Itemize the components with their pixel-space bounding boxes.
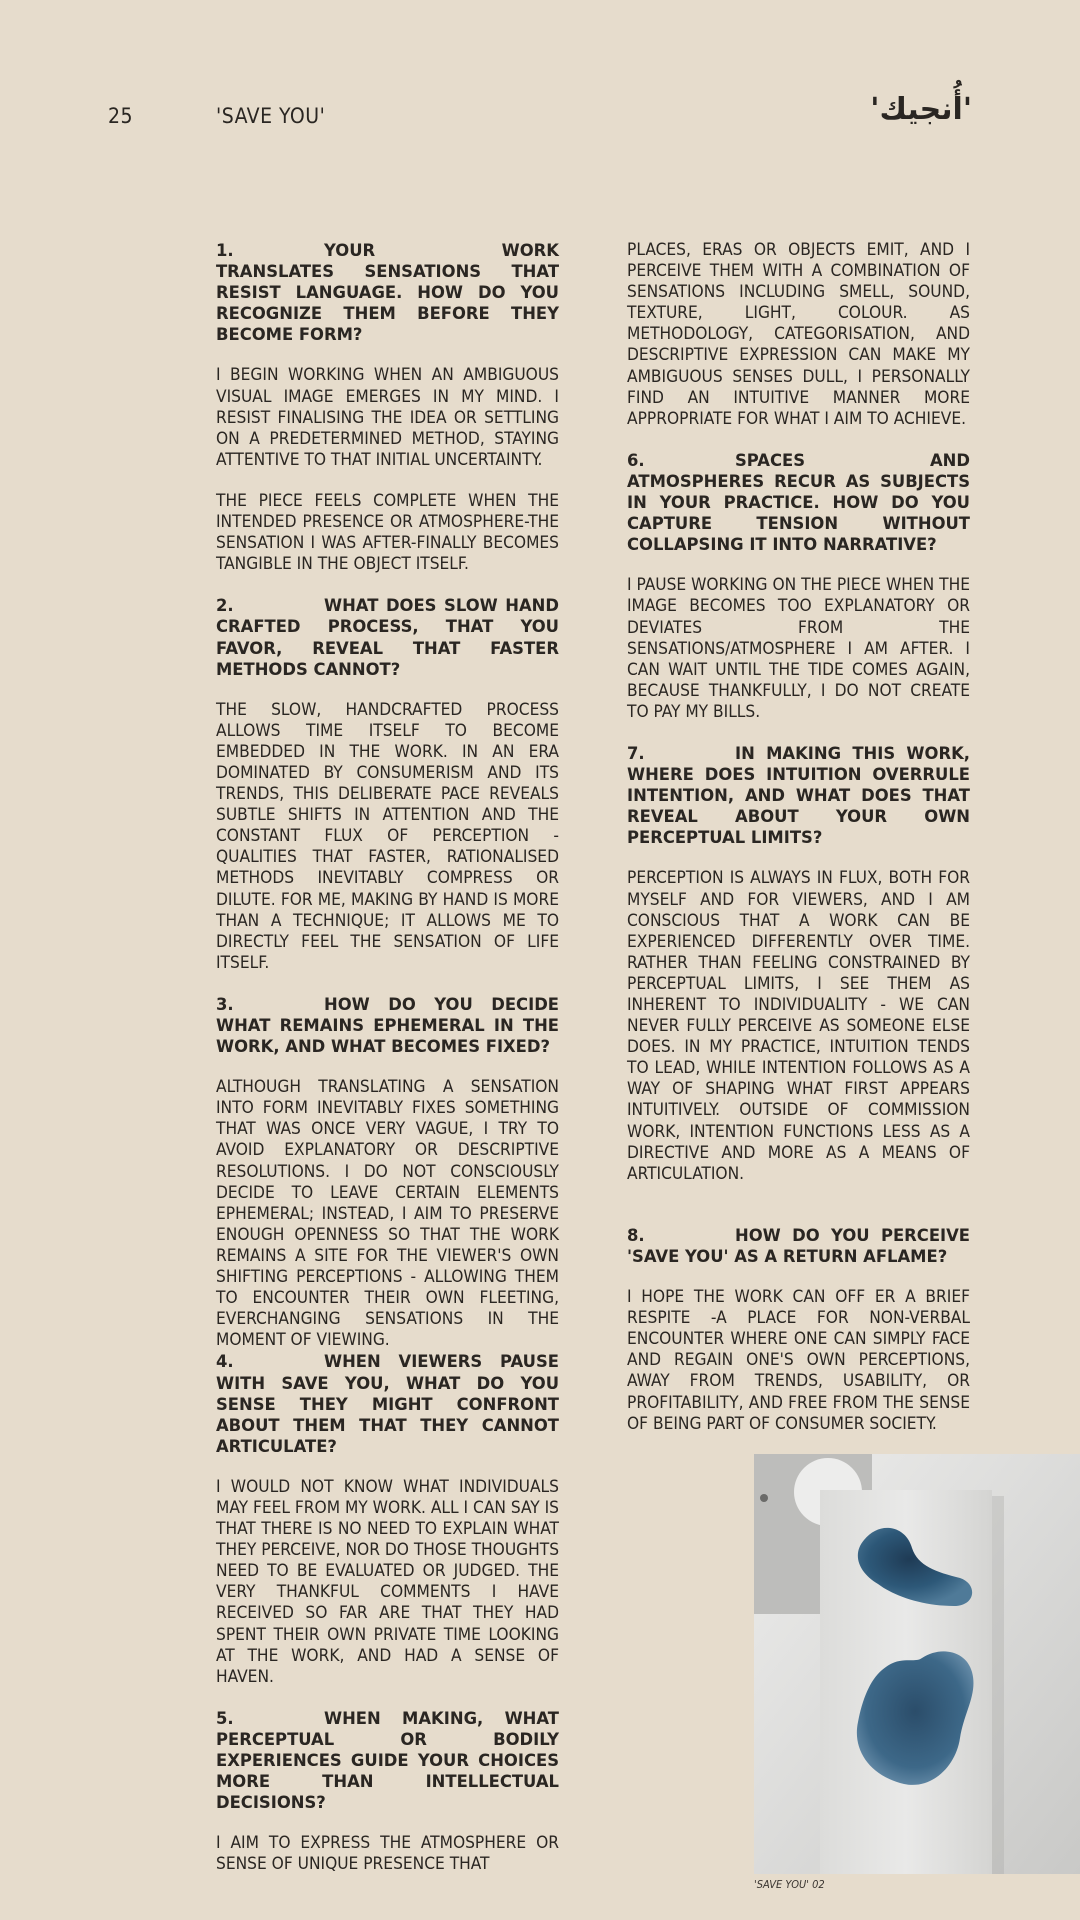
answer-5-continuation: PLACES, ERAS OR OBJECTS EMIT, AND I PERCEIVE THEM WITH A COMBINATION OF SENSATIONS INCLUDING SMELL, SOUND, TEXTURE, LIGHT, COLOUR. AS METHODOLOGY, CATEGORISATION, AND DESCRIPTIVE EXPRESSION CAN MAKE MY AMBIGUOUS SENSES DULL, I PERSONALLY FIND AN INTUITIVE MANNER MORE APPROPRIATE FOR WHAT I AIM TO ACHIEVE. <box>627 240 970 429</box>
question-8: 8. HOW DO YOU PERCEIVE 'SAVE YOU' AS A RETURN AFLAME? <box>627 1225 970 1266</box>
question-6: 6. SPACES AND ATMOSPHERES RECUR AS SUBJECTS IN YOUR PRACTICE. HOW DO YOU CAPTURE TENSION WITHOUT COLLAPSING IT INTO NARRATIVE? <box>627 450 970 555</box>
answer-6: I PAUSE WORKING ON THE PIECE WHEN THE IMAGE BECOMES TOO EXPLANATORY OR DEVIATES FROM THE SENSATIONS/ATMOSPHERE I AM AFTER. I CAN WAIT UNTIL THE TIDE COMES AGAIN, BECAUSE THANKFULLY, I DO NOT CREATE TO PAY MY BILLS. <box>627 575 970 722</box>
artwork-photo <box>754 1454 1080 1874</box>
running-title: 'SAVE YOU' <box>216 104 326 128</box>
arabic-title: 'أُنجيك' <box>870 92 972 127</box>
question-2: 2. WHAT DOES SLOW HAND CRAFTED PROCESS, THAT YOU FAVOR, REVEAL THAT FASTER METHODS CANNOT? <box>216 596 559 679</box>
question-1: 1. YOUR WORK TRANSLATES SENSATIONS THAT RESIST LANGUAGE. HOW DO YOU RECOGNIZE THEM BEFORE THEY BECOME FORM? <box>216 241 559 345</box>
left-column <box>216 240 559 1875</box>
question-4: 4. WHEN VIEWERS PAUSE WITH SAVE YOU, WHAT DO YOU SENSE THEY MIGHT CONFRONT ABOUT THEM THAT THEY CANNOT ARTICULATE? <box>216 1352 559 1456</box>
answer-8: I HOPE THE WORK CAN OFF ER A BRIEF RESPITE -A PLACE FOR NON-VERBAL ENCOUNTER WHERE ONE CAN SIMPLY FACE AND REGAIN ONE'S OWN PERCEPTIONS, AWAY FROM TRENDS, USABILITY, OR PROFITABILITY, AND FREE FROM THE SENSE OF BEING PART OF CONSUMER SOCIETY. <box>627 1287 970 1434</box>
question-5: 5. WHEN MAKING, WHAT PERCEPTUAL OR BODILY EXPERIENCES GUIDE YOUR CHOICES MORE THAN INTELLECTUAL DECISIONS? <box>216 1708 559 1813</box>
artwork-illustration <box>754 1454 1080 1874</box>
right-column <box>627 240 970 1435</box>
question-7: 7. IN MAKING THIS WORK, WHERE DOES INTUITION OVERRULE INTENTION, AND WHAT DOES THAT REVEAL ABOUT YOUR OWN PERCEPTUAL LIMITS? <box>627 743 970 848</box>
question-3: 3. HOW DO YOU DECIDE WHAT REMAINS EPHEMERAL IN THE WORK, AND WHAT BECOMES FIXED? <box>216 994 559 1057</box>
answer-3: ALTHOUGH TRANSLATING A SENSATION INTO FORM INEVITABLY FIXES SOMETHING THAT WAS ONCE VERY VAGUE, I TRY TO AVOID EXPLANATORY OR DESCRIPTIVE RESOLUTIONS. I DO NOT CONSCIOUSLY DECIDE TO LEAVE CERTAIN ELEMENTS EPHEMERAL; INSTEAD, I AIM TO PRESERVE ENOUGH OPENNESS SO THAT THE WORK REMAINS A SITE FOR THE VIEWER'S OWN SHIFTING PERCEPTIONS - ALLOWING THEM TO ENCOUNTER THEIR OWN FLEETING, EVERCHANGING SENSATIONS IN THE MOMENT OF VIEWING. <box>216 1077 559 1351</box>
answer-5-start: I AIM TO EXPRESS THE ATMOSPHERE OR SENSE OF UNIQUE PRESENCE THAT <box>216 1833 559 1875</box>
answer-2: THE SLOW, HANDCRAFTED PROCESS ALLOWS TIME ITSELF TO BECOME EMBEDDED IN THE WORK. IN AN ERA DOMINATED BY CONSUMERISM AND ITS TRENDS, THIS DELIBERATE PACE REVEALS SUBTLE SHIFTS IN ATTENTION AND THE CONSTANT FLUX OF PERCEPTION - QUALITIES THAT FASTER, RATIONALISED METHODS INEVITABLY COMPRESS OR DILUTE. FOR ME, MAKING BY HAND IS MORE THAN A TECHNIQUE; IT ALLOWS ME TO DIRECTLY FEEL THE SENSATION OF LIFE ITSELF. <box>216 699 559 973</box>
answer-1b: THE PIECE FEELS COMPLETE WHEN THE INTENDED PRESENCE OR ATMOSPHERE-THE SENSATION I WAS AFTER-FINALLY BECOMES TANGIBLE IN THE OBJECT ITSELF. <box>216 490 559 575</box>
page-number: 25 <box>108 104 134 128</box>
plate-screw <box>760 1494 768 1502</box>
answer-7: PERCEPTION IS ALWAYS IN FLUX, BOTH FOR MYSELF AND FOR VIEWERS, AND I AM CONSCIOUS THAT A WORK CAN BE EXPERIENCED DIFFERENTLY OVER TIME. RATHER THAN FEELING CONSTRAINED BY PERCEPTUAL LIMITS, I SEE THEM AS INHERENT TO INDIVIDUALITY - WE CAN NEVER FULLY PERCEIVE AS SOMEONE ELSE DOES. IN MY PRACTICE, INTUITION TENDS TO LEAD, WHILE INTENTION FOLLOWS AS A WAY OF SHAPING WHAT FIRST APPEARS INTUITIVELY. OUTSIDE OF COMMISSION WORK, INTENTION FUNCTIONS LESS AS A DIRECTIVE AND MORE AS A MEANS OF ARTICULATION. <box>627 868 970 1184</box>
answer-4: I WOULD NOT KNOW WHAT INDIVIDUALS MAY FEEL FROM MY WORK. ALL I CAN SAY IS THAT THERE IS NO NEED TO EXPLAIN WHAT THEY PERCEIVE, NOR DO THOSE THOUGHTS NEED TO BE EVALUATED OR JUDGED. THE VERY THANKFUL COMMENTS I HAVE RECEIVED SO FAR ARE THAT THEY HAD SPENT THEIR OWN PRIVATE TIME LOOKING AT THE WORK, AND HAD A SENSE OF HAVEN. <box>216 1476 560 1687</box>
figure-caption: 'SAVE YOU' 02 <box>754 1878 825 1891</box>
answer-1a: I BEGIN WORKING WHEN AN AMBIGUOUS VISUAL IMAGE EMERGES IN MY MIND. I RESIST FINALISING THE IDEA OR SETTLING ON A PREDETERMINED METHOD, STAYING ATTENTIVE TO THAT INITIAL UNCERTAINTY. <box>216 365 559 470</box>
